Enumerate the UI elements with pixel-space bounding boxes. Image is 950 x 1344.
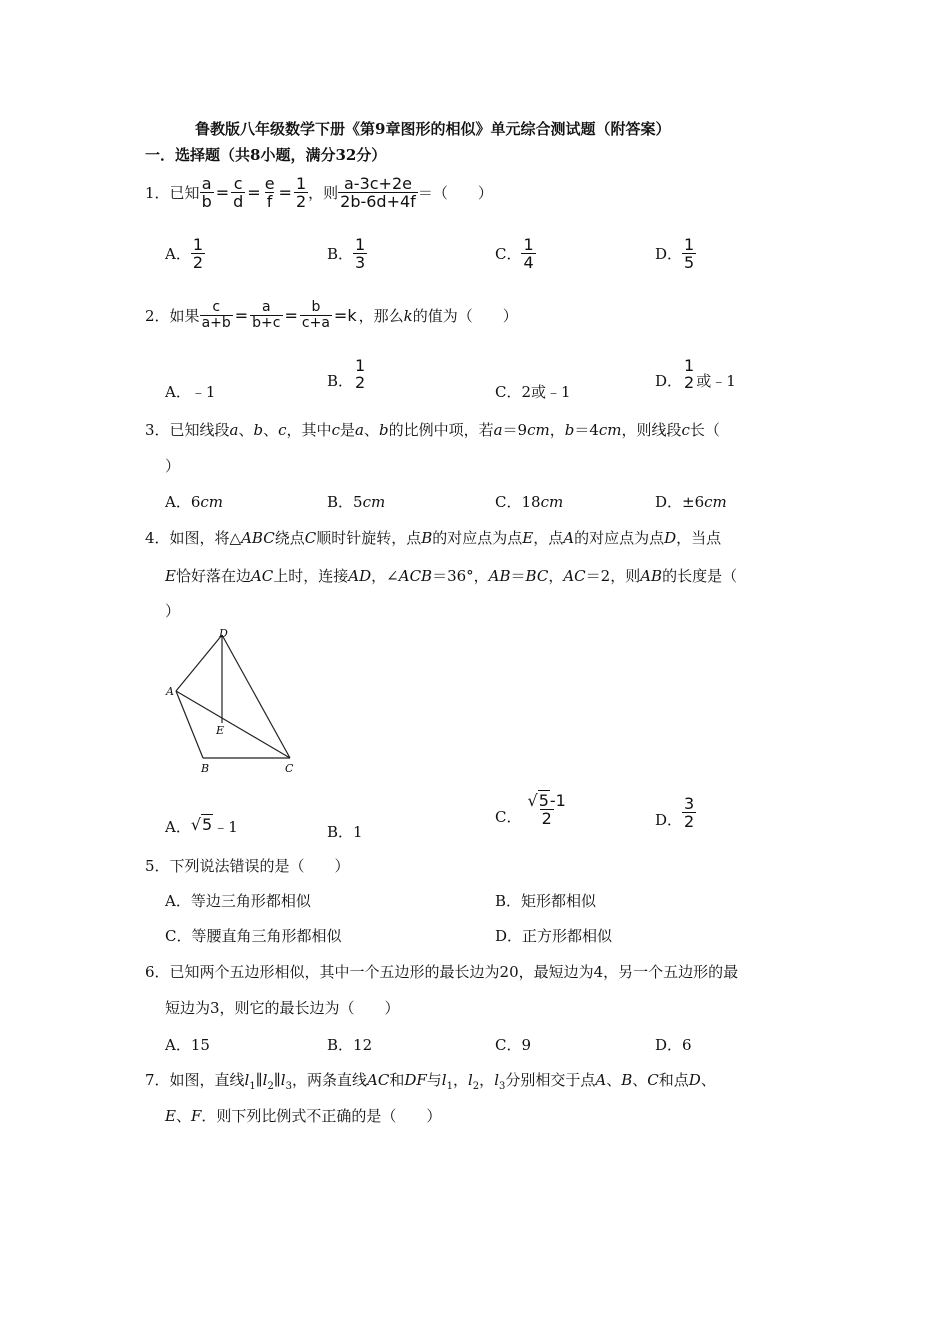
q4-option-b[interactable]: B．1	[327, 823, 363, 841]
q4-option-c[interactable]: C． $\frac{√5-1}{2}$	[495, 791, 566, 828]
label-b: B	[201, 762, 210, 775]
q6-option-a[interactable]: A．15	[165, 1036, 210, 1054]
q3-option-d[interactable]: D．±6cm	[655, 493, 727, 511]
segment-ac	[176, 691, 290, 758]
q2-frac-2: $\frac{a}{b+c}$	[252, 299, 281, 331]
q1-frac-e-f: $\frac{e}{f}$	[264, 174, 275, 211]
q6-option-b[interactable]: B．12	[327, 1036, 373, 1054]
q5-option-b[interactable]: B．矩形都相似	[495, 892, 597, 910]
section-heading: 一．选择题（共8小题，满分32分）	[145, 146, 387, 164]
question-3-line-2: ）	[165, 457, 181, 475]
q2-option-a[interactable]: A．﹣1	[165, 383, 216, 401]
q1-option-a[interactable]: A． $\frac{1}{2}$	[165, 235, 204, 272]
question-3-line-1: 3．已知线段a、b、c，其中c是a、b的比例中项，若a＝9cm，b＝4cm，则线段c长（	[145, 421, 720, 439]
q1-frac-a-b: $\frac{a}{b}$	[201, 174, 212, 211]
q4-option-a[interactable]: A． √5 ﹣1	[165, 815, 238, 836]
q1-frac-1-2: $\frac{1}{2}$	[295, 174, 307, 211]
label-e: E	[216, 724, 225, 737]
q1-option-c[interactable]: C． $\frac{1}{4}$	[495, 235, 534, 272]
q3-option-a[interactable]: A．6cm	[165, 493, 224, 511]
q1-expression: $\frac{a-3c+2e}{2b-6d+4f}$	[340, 174, 416, 211]
question-4-line-2: E恰好落在边AC上时，连接AD，∠ACB＝36°，AB＝BC，AC＝2，则AB的长度是（	[165, 567, 738, 585]
q1-pre: 已知	[169, 183, 200, 202]
label-d: D	[219, 627, 228, 640]
q4-option-d[interactable]: D． $\frac{3}{2}$	[655, 794, 695, 831]
label-a: A	[166, 685, 174, 698]
label-c: C	[285, 762, 294, 775]
question-7-line-2: E、F．则下列比例式不正确的是（ ）	[165, 1107, 442, 1125]
q2-frac-1: $\frac{c}{a+b}$	[201, 299, 231, 331]
q1-option-b[interactable]: B． $\frac{1}{3}$	[327, 235, 366, 272]
q3-option-c[interactable]: C．18cm	[495, 493, 564, 511]
q5-option-c[interactable]: C．等腰直角三角形都相似	[165, 927, 342, 945]
question-6-line-2: 短边为3，则它的最长边为（ ）	[165, 999, 400, 1017]
q1-option-d[interactable]: D． $\frac{1}{5}$	[655, 235, 695, 272]
question-6-line-1: 6．已知两个五边形相似，其中一个五边形的最长边为20，最短边为4，另一个五边形的最	[145, 963, 739, 981]
q5-option-d[interactable]: D．正方形都相似	[495, 927, 613, 945]
question-1-stem: 1． 已知 $\frac{a}{b}$ = $\frac{c}{d}$ = $\frac{e}{f}$ = $\frac{1}{2}$ ，则 $\frac{a-3c+2e}{2b-6d+4f}$ ＝（ ）	[145, 174, 493, 211]
q2-option-c[interactable]: C．2或﹣1	[495, 383, 571, 401]
q5-option-a[interactable]: A．等边三角形都相似	[165, 892, 311, 910]
segment-dc	[222, 635, 290, 758]
q1-frac-c-d: $\frac{c}{d}$	[233, 174, 244, 211]
q6-option-c[interactable]: C．9	[495, 1036, 532, 1054]
question-2-stem: 2． 如果 $\frac{c}{a+b}$ = $\frac{a}{b+c}$ = $\frac{b}{c+a}$ =k ，那么 k 的值为（ ）	[145, 299, 518, 331]
q3-option-b[interactable]: B．5cm	[327, 493, 386, 511]
question-4-line-1: 4．如图，将△ABC绕点C顺时针旋转，点B的对应点为点E，点A的对应点为点D，当点	[145, 529, 722, 547]
segment-ad	[176, 635, 222, 691]
page-title: 鲁教版八年级数学下册《第9章图形的相似》单元综合测试题（附答案）	[195, 120, 671, 138]
q6-option-d[interactable]: D．6	[655, 1036, 692, 1054]
question-5-stem: 5．下列说法错误的是（ ）	[145, 857, 350, 875]
q1-number: 1．	[145, 183, 170, 202]
segment-ab	[176, 691, 203, 758]
q2-option-d[interactable]: D． 1 2 或﹣1	[655, 356, 736, 392]
q2-option-b[interactable]: B． 1 2	[327, 356, 366, 392]
q4-geometry-figure	[160, 625, 310, 780]
question-4-line-3: ）	[165, 602, 181, 620]
q2-frac-3: $\frac{b}{c+a}$	[301, 299, 330, 331]
question-7-line-1: 7．如图，直线$l_1\parallel l_2\parallel l_3$，两条直线AC和DF与$l_1$，$l_2$，$l_3$分别相交于点A、B、C和点D、	[145, 1071, 716, 1092]
